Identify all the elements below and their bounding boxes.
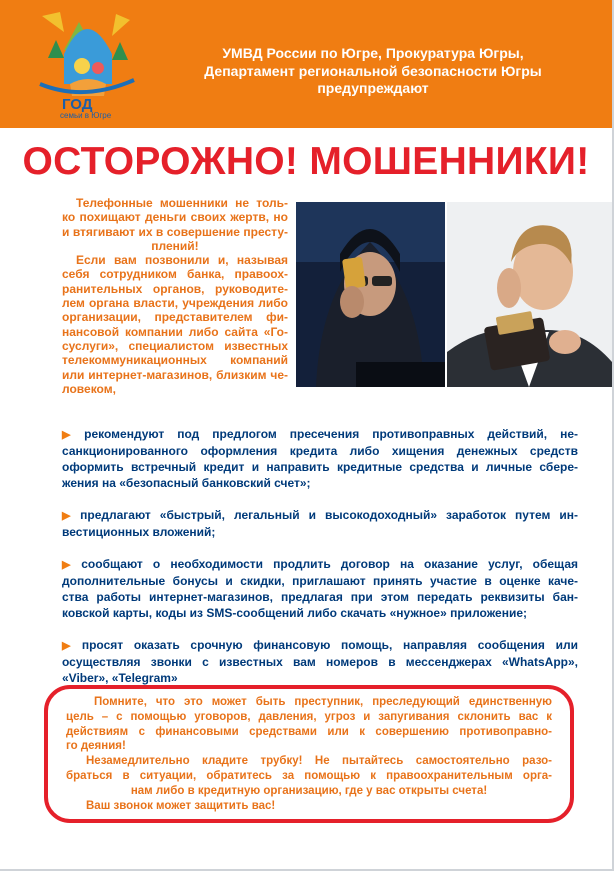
- year-of-family-logo: [34, 10, 140, 120]
- logo-subtitle: семьи в Югре: [60, 111, 112, 120]
- warning-line: нам либо в кредитную организацию, где у вас открыты счета!: [130, 784, 488, 797]
- list-item: [62, 426, 578, 491]
- intro-line: ранительных органов, руководите-: [62, 281, 288, 296]
- bullet-line: ства работы интернет-магазинов, предлагая при этом передать реквизиты бан-: [62, 590, 578, 604]
- warning-box: [44, 685, 574, 823]
- bullet-line: «Viber», «Telegram»: [62, 671, 178, 685]
- list-item: [62, 507, 578, 540]
- warning-line: го деяния!: [66, 740, 126, 753]
- intro-line: себя сотрудником банка, правоох-: [62, 267, 288, 282]
- header-line: Департамент региональной безопасности Югры: [204, 62, 542, 79]
- scheme-list: [62, 426, 578, 702]
- intro-line: Телефонные мошенники не толь-: [76, 196, 288, 210]
- intro-line: нансовой компании либо сайта «Го-: [62, 324, 288, 339]
- warning-line: действиям с финансовыми средствами или к совершению противоправно-: [66, 725, 552, 738]
- warning-line: Ваш звонок может защитить вас!: [86, 799, 276, 812]
- intro-paragraph: [62, 196, 288, 396]
- bullet-line: сообщают о необходимости продлить договор на оказание услуг, обещая: [81, 557, 579, 571]
- photo-man-with-wallet: [447, 202, 612, 387]
- warning-line: цель – с помощью уговоров, давления, угроз и запугивания склонить вас к: [66, 710, 552, 723]
- header-line: предупреждают: [317, 80, 429, 96]
- intro-line: организации, представителем фи-: [62, 310, 288, 325]
- bullet-line: жения на «безопасный банковский счет»;: [62, 476, 311, 490]
- list-item: [62, 637, 578, 686]
- warning-line: Незамедлительно кладите трубку! Не пытайтесь самостоятельно разо-: [86, 755, 552, 768]
- bullet-arrow-icon: ▶: [62, 429, 81, 441]
- intro-line: ловеком,: [62, 381, 116, 396]
- intro-line: и втягивают их в совершение престу-: [62, 224, 288, 239]
- bullet-arrow-icon: ▶: [62, 640, 78, 652]
- intro-line: или интернет-магазинов, близким че-: [62, 367, 288, 382]
- header-line: УМВД России по Югре, Прокуратура Югры,: [222, 45, 524, 61]
- warning-line: браться в ситуации, обратитесь за помощью к правоохранительным орга-: [66, 769, 552, 782]
- bullet-line: вестиционных вложений;: [62, 525, 216, 539]
- bullet-line: оформить встречный кредит и направить кредитные средства и личные сбере-: [62, 460, 578, 474]
- intro-line: ко похищают деньги своих жертв, но: [62, 210, 288, 225]
- bullet-line: санкционированного оформления кредита либо хищения денежных средств: [62, 444, 578, 458]
- intro-line: телекоммуникационных компаний: [62, 353, 288, 368]
- intro-line: лем органа власти, учреждения либо: [62, 296, 288, 311]
- bullet-line: предлагают «быстрый, легальный и высокодоходный» заработок путем ин-: [80, 508, 579, 522]
- bullet-line: ковской карты, коды из SMS-сообщений либо скачать «нужное» приложение;: [62, 606, 528, 620]
- intro-line: Если вам позвонили и, называя: [76, 253, 288, 268]
- photo-hooded-scammer: [296, 202, 445, 387]
- list-item: [62, 556, 578, 621]
- bullet-line: просят оказать срочную финансовую помощь, направляя сообщения или: [81, 638, 578, 652]
- logo-title: ГОД: [62, 96, 93, 113]
- intro-line: суслуги», специалистом известных: [62, 338, 288, 353]
- bullet-arrow-icon: ▶: [62, 559, 78, 571]
- bullet-line: осуществляя звонки с известных вам номеров в мессенджерах «WhatsApp»,: [62, 655, 578, 669]
- header-organizations: [168, 45, 578, 98]
- header-bar: [0, 0, 612, 128]
- page-title: ОСТОРОЖНО! МОШЕННИКИ!: [22, 140, 590, 183]
- intro-line: плений!: [151, 238, 199, 253]
- warning-line: Помните, что это может быть преступник, преследующий единственную: [94, 696, 552, 708]
- bullet-line: рекомендуют под предлогом пресечения противоправных действий, не-: [84, 427, 578, 441]
- warning-text: [66, 695, 552, 813]
- bullet-arrow-icon: ▶: [62, 510, 77, 522]
- bullet-line: дополнительные бонусы и скидки, приглашают принять участие в оценке каче-: [62, 574, 578, 588]
